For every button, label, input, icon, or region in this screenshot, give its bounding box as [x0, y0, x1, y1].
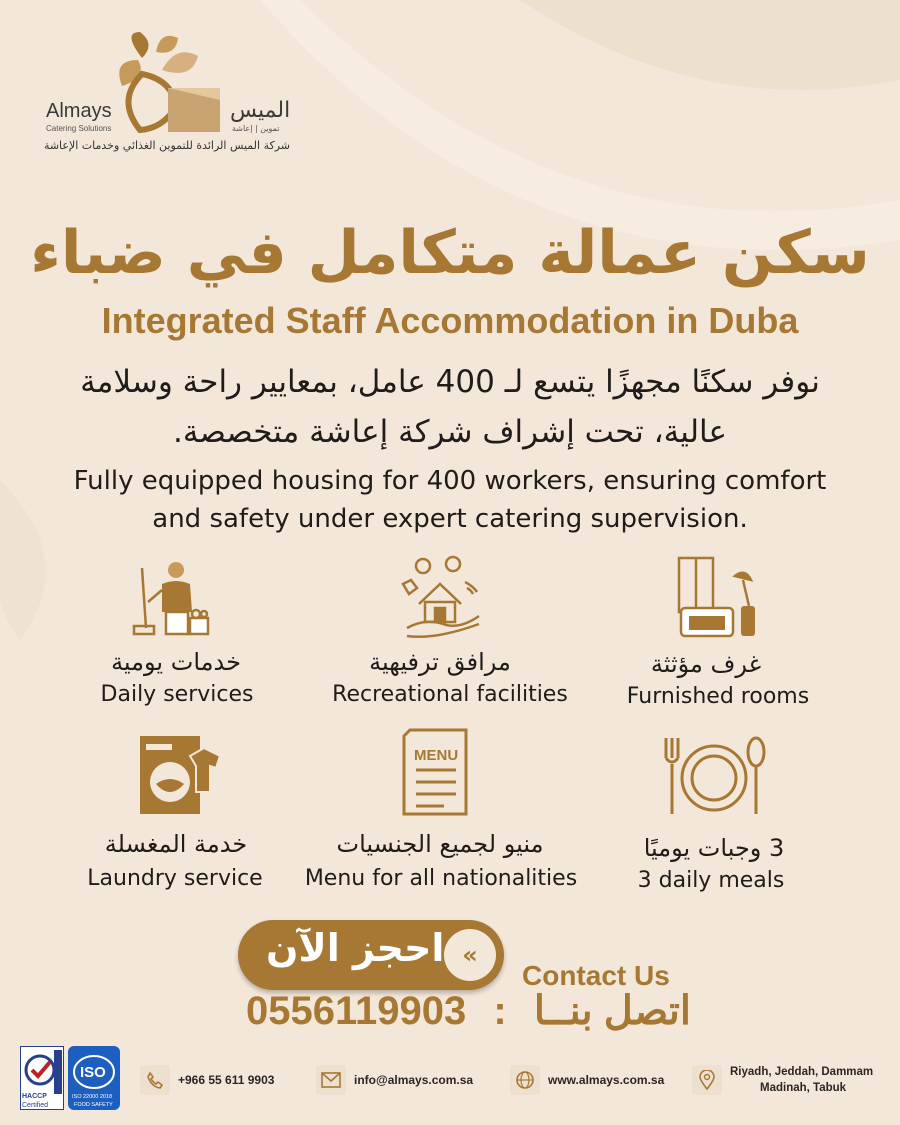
- footer-locations-line2: Madinah, Tabuk: [760, 1082, 847, 1094]
- logo-name-arabic: الميس: [230, 98, 291, 123]
- haccp-sub-label: Certified: [22, 1102, 49, 1109]
- book-now-label: احجز الآن: [266, 926, 445, 970]
- contact-us-heading: Contact Us: [522, 960, 670, 991]
- haccp-badge-icon: [20, 1046, 64, 1110]
- logo-tagline: شركة الميس الرائدة للتموين الغذائي وخدمات الإعاشة: [43, 139, 290, 152]
- feature-menu-english: Menu for all nationalities: [304, 866, 578, 891]
- headline-arabic: سكن عمالة متكامل في ضباء: [30, 218, 870, 288]
- double-chevron-icon: «: [444, 929, 496, 981]
- feature-daily-services-arabic: خدمات يومية: [111, 648, 241, 676]
- contact-separator: :: [493, 989, 507, 1033]
- logo-name-latin: Almays: [46, 100, 112, 122]
- feature-meals-arabic: 3 وجبات يوميًا: [643, 834, 785, 862]
- footer-locations: [692, 1060, 892, 1100]
- footer-website-text: www.almays.com.sa: [548, 1073, 665, 1087]
- headline-english: Integrated Staff Accommodation in Duba: [101, 300, 799, 341]
- feature-laundry-english: Laundry service: [87, 866, 263, 891]
- description-english-line1: Fully equipped housing for 400 workers, ensuring comfort: [73, 466, 827, 496]
- description-arabic-line2: عالية، تحت إشراف شركة إعاشة متخصصة.: [173, 414, 727, 450]
- email-icon: [316, 1065, 346, 1095]
- contact-label-arabic: اتصل بنــا: [533, 989, 692, 1033]
- footer-email[interactable]: [316, 1060, 473, 1100]
- logo-subtitle-latin: Catering Solutions: [46, 124, 112, 133]
- globe-icon: [510, 1065, 540, 1095]
- book-now-button[interactable]: [238, 920, 504, 990]
- feature-menu-arabic: منيو لجميع الجنسيات: [336, 830, 544, 858]
- washing-machine-icon: [138, 734, 226, 816]
- footer-phone[interactable]: [140, 1060, 274, 1100]
- iso-badge-icon: [68, 1046, 120, 1110]
- contact-phone[interactable]: 0556119903: [246, 989, 467, 1033]
- menu-icon: [400, 726, 476, 818]
- phone-icon: [140, 1065, 170, 1095]
- furniture-icon: [675, 556, 763, 642]
- logo-subtitle-arabic: تموين | إعاشة: [232, 124, 280, 133]
- contact-line: [246, 988, 700, 1034]
- feature-daily-services-english: Daily services: [100, 682, 254, 707]
- location-pin-icon: [692, 1065, 722, 1095]
- feature-furnished-rooms-english: Furnished rooms: [626, 684, 810, 709]
- iso-label: ISO: [80, 1064, 106, 1081]
- iso-standard-label: ISO 22000 2018: [72, 1094, 113, 1100]
- feature-laundry-arabic: خدمة المغسلة: [104, 830, 248, 858]
- footer-phone-text: +966 55 611 9903: [178, 1073, 275, 1087]
- footer-email-text: info@almays.com.sa: [354, 1073, 474, 1087]
- description-arabic-line1: نوفر سكنًا مجهزًا يتسع لـ 400 عامل، بمعايير راحة وسلامة: [80, 364, 820, 400]
- cleaning-worker-icon: [128, 558, 214, 640]
- iso-food-safety-label: FOOD SAFETY: [74, 1102, 113, 1108]
- feature-meals-english: 3 daily meals: [637, 868, 785, 893]
- feature-recreational-english: Recreational facilities: [332, 682, 568, 707]
- plate-cutlery-icon: [660, 736, 770, 816]
- feature-recreational-arabic: مرافق ترفيهية: [369, 648, 511, 676]
- footer-locations-text: [730, 1064, 873, 1096]
- footer-locations-line1: Riyadh, Jeddah, Dammam: [730, 1066, 874, 1078]
- house-hand-icon: [395, 552, 485, 640]
- feature-furnished-rooms-arabic: غرف مؤثثة: [650, 650, 762, 678]
- menu-icon-label: MENU: [414, 747, 459, 764]
- description-english-line2: and safety under expert catering supervision.: [152, 504, 748, 534]
- footer-website[interactable]: [510, 1060, 664, 1100]
- haccp-label: HACCP: [22, 1093, 47, 1100]
- logo-mark-icon: [112, 30, 224, 136]
